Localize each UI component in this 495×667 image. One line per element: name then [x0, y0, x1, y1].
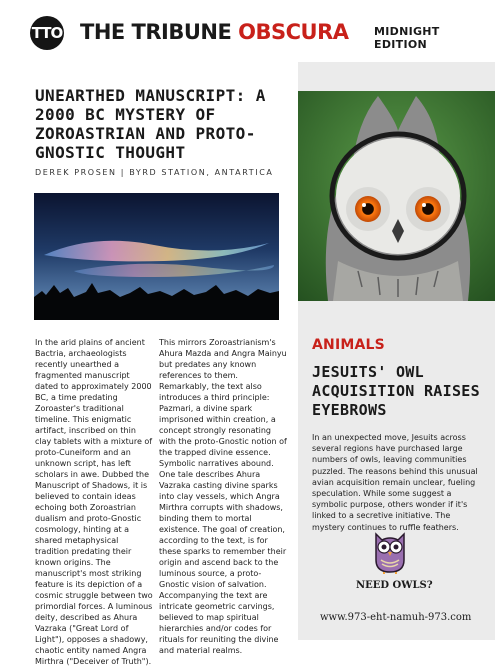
side-headline: JESUITS' OWL ACQUISITION RAISES EYEBROWS	[312, 363, 480, 419]
article-column-1: In the arid plains of ancient Bactria, archaeologists recently unearthed a fragmented manuscript dated to approximately 2000 BC, a time predating Zoroaster's traditional timeline. This enigmatic artifact, inscribed on thin clay tablets with a mixture of proto-Cuneiform and an unknown script, has left scholars in awe. Dubbed the Manuscript of Shadows, it is believed to contain ideas echoing both Zoroastrian dualism and proto-Gnostic cosmology, hinting at a shared metaphysical tradition predating their known origins. The manuscript's most striking feature is its depiction of a cosmic struggle between two primordial forces. A luminous deity, described as Ahura Vazraka ("Great Lord of Light"), opposes a shadowy, chaotic entity named Angra Mirthra ("Deceiver of Truth").	[35, 338, 153, 666]
owl-photo	[298, 91, 495, 301]
need-owls-label: NEED OWLS?	[356, 580, 433, 591]
section-label: ANIMALS	[312, 337, 385, 353]
title-main: THE TRIBUNE	[80, 20, 239, 44]
promo-url-link[interactable]: www.973-eht-namuh-973.com	[320, 612, 472, 623]
side-article-body: In an unexpected move, Jesuits across several regions have purchased large numbers of owls, leaving communities puzzled. The reasons behind this unusual avian acquisition remain unclear, fueling speculation. While some suggest a symbolic purpose, others wonder if it's linked to a secretive initiative. The mystery continues to ruffle feathers.	[312, 433, 478, 532]
article-column-2: This mirrors Zoroastrianism's Ahura Mazda and Angra Mainyu but predates any known references to them. Remarkably, the text also introduces a third principle: Pazmari, a divine spark imprisoned within creation, a concept strongly resonating with the proto-Gnostic notion of the trapped divine essence. Symbolic narratives abound. One tale describes Ahura Vazraka casting divine sparks into clay vessels, which Angra Mirthra corrupts with shadows, binding them to mortal existence. The goal of creation, according to the text, is for these sparks to remember their origin and ascend back to the luminous source, a proto-Gnostic vision of salvation. Accompanying the text are intricate geometric carvings, believed to map spiritual hierarchies and/or codes for rituals for reuniting the divine and material realms.	[159, 338, 287, 655]
edition-label: MIDNIGHT EDITION	[374, 25, 440, 51]
title-accent: OBSCURA	[238, 20, 349, 44]
owl-photo-art	[298, 91, 495, 301]
byline: DEREK PROSEN | BYRD STATION, ANTARTICA	[35, 168, 274, 177]
owl-icon	[370, 530, 410, 574]
newspaper-logo: TTO	[30, 16, 64, 50]
sky-photo-art	[34, 193, 279, 320]
newspaper-title	[80, 18, 349, 46]
main-headline: UNEARTHED MANUSCRIPT: A 2000 BC MYSTERY OF ZOROASTRIAN AND PROTO-GNOSTIC THOUGHT	[35, 86, 266, 162]
owl-icon-art	[370, 530, 410, 574]
masthead-bar	[0, 0, 495, 62]
sky-photo	[34, 193, 279, 320]
